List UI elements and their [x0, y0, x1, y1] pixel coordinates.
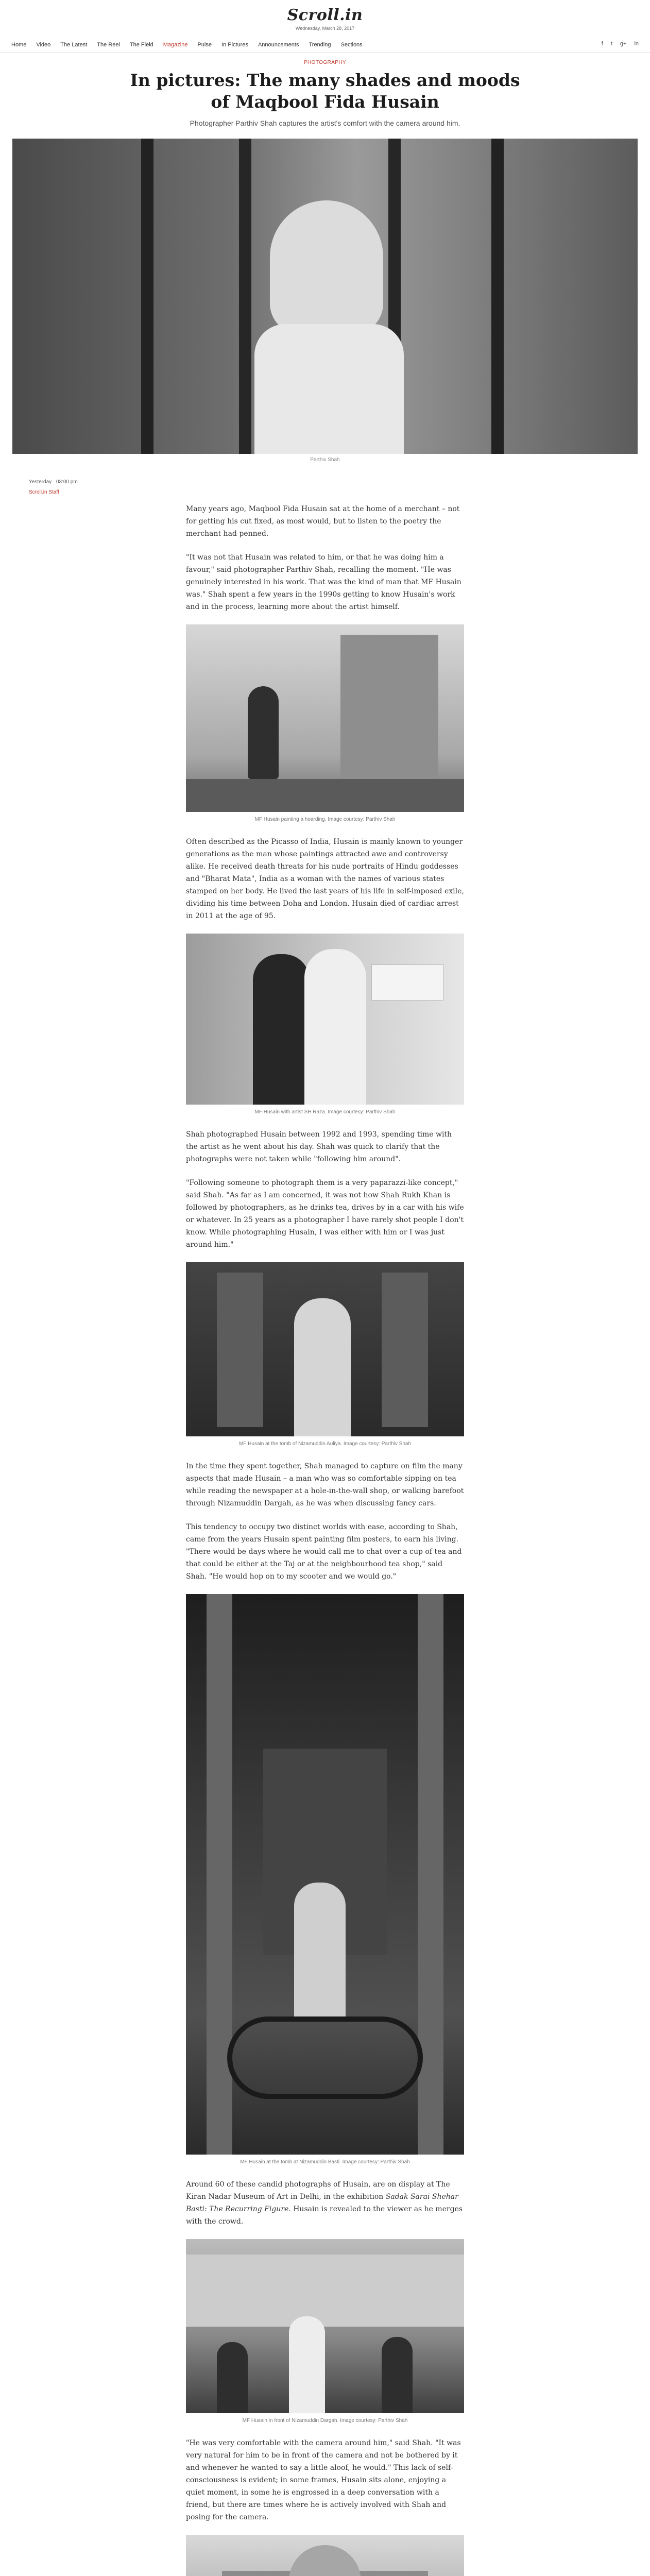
photo-caption: MF Husain at the tomb at Nizamuddin Basti. Image courtesy: Parthiv Shah [240, 2159, 410, 2165]
byline [29, 477, 650, 498]
social-links [602, 41, 639, 47]
figure [186, 934, 464, 1116]
nav-item-announcements[interactable]: Announcements [258, 41, 299, 48]
facebook-icon[interactable]: f [601, 41, 603, 47]
paragraph: "He was very comfortable with the camera around him," said Shah. "It was very natural for him to be in front of the camera and not be bothered by it and whenever he wanted to say a little aloof, he would." This lack of self-consciousness is evident; in some frames, Husain sits alone, enjoying a quiet moment, in some he is engrossed in a deep conversation with a friend, but there are times where he is actively involved with Shah and posing for the camera. [186, 2439, 461, 2521]
photo-caption: MF Husain painting a hoarding. Image courtesy: Parthiv Shah [254, 817, 396, 822]
site-header [0, 0, 650, 37]
paragraph: Often described as the Picasso of India, Husain is mainly known to younger generations as the man whose paintings attracted awe and controversy alike. He received death threats for his nude portraits of Hindu goddesses and "Bharat Mata", India as a woman with the names of various states stamped on her body. He lived the last years of his life in self-imposed exile, dividing his time between Doha and London. Husain died of cardiac arrest in 2011 at the age of 95. [186, 838, 464, 920]
main-nav [0, 37, 650, 53]
paragraph: Shah photographed Husain between 1992 and 1993, spending time with the artist as he went about his day. Shah was quick to clarify that the photographs were not taken while "following him around". [186, 1130, 452, 1163]
nav-item-sections[interactable]: Sections [340, 41, 363, 48]
paragraph: "Following someone to photograph them is a very paparazzi-like concept," said Shah. "As far as I am concerned, it was not how Shah Rukh Khan is followed by photographers, as he drinks tea, drives by in a car with his wife or whatever. In 25 years as a photographer I have rarely shot people I don't know. While photographing Husain, I was either with him or I was just around him." [186, 1179, 464, 1249]
figure [186, 2535, 464, 2576]
photo [186, 934, 464, 1105]
publish-date: Yesterday · 03:00 pm [29, 479, 78, 485]
article-headline: In pictures: The many shades and moods of Maqbool Fida Husain [130, 70, 520, 112]
twitter-icon[interactable]: t [610, 41, 612, 47]
figure [186, 624, 464, 823]
article-subhead: Photographer Parthiv Shah captures the artist's comfort with the camera around him. [190, 119, 460, 127]
article-body [186, 503, 464, 2576]
google-plus-icon[interactable]: g+ [620, 41, 627, 47]
paragraph: This tendency to occupy two distinct worlds with ease, according to Shah, came from the years Husain spent painting film posters, to earn his living. "There would be days where he would call me to chat over a cup of tea and that could be either at the Taj or at the neighbourhood tea shop," said Shah. "He would hop on to my scooter and we would go." [186, 1523, 462, 1581]
photo [186, 2535, 464, 2576]
exhibition-title: Sadak Sarai Shehar Basti: The Recurring Figure. [186, 2193, 458, 2213]
paragraph: In the time they spent together, Shah managed to capture on film the many aspects that made Husain – a man who was so comfortable sipping on tea while reading the newspaper at a hole-in-the-wall shop, or walking barefoot through Nizamuddin Dargah, as he was when discussing fancy cars. [186, 1462, 464, 1507]
hero-photo [12, 139, 638, 454]
linkedin-icon[interactable]: in [634, 41, 639, 47]
photo [186, 2239, 464, 2413]
site-logo[interactable]: Scroll.in [287, 6, 363, 24]
figure [186, 1262, 464, 1448]
nav-item-latest[interactable]: The Latest [60, 41, 88, 48]
hero-credit: Parthiv Shah [310, 457, 340, 463]
site-tagline: Wednesday, March 28, 2017 [295, 26, 355, 31]
paragraph: "It was not that Husain was related to him, or that he was doing him a favour," said photographer Parthiv Shah, recalling the moment. "He was genuinely interested in his work. That was the kind of man that MF Husain was." Shah spent a few years in the 1990s getting to know Husain's work and in the process, learning more about the artist himself. [186, 553, 461, 611]
paragraph [186, 2178, 464, 2228]
figure [186, 2239, 464, 2425]
nav-item-field[interactable]: The Field [129, 41, 153, 48]
nav-item-magazine[interactable]: Magazine [163, 41, 188, 48]
photo [186, 624, 464, 812]
paragraph-text: Husain is revealed to the viewer as he merges with the crowd. [186, 2205, 463, 2226]
nav-item-pulse[interactable]: Pulse [197, 41, 212, 48]
figure [186, 1594, 464, 2166]
author-link[interactable]: Scroll.in Staff [29, 489, 59, 495]
photo-caption: MF Husain with artist SH Raza. Image courtesy: Parthiv Shah [254, 1109, 396, 1115]
photo-caption: MF Husain in front of Nizamuddin Dargah. Image courtesy: Parthiv Shah [242, 2418, 408, 2424]
nav-item-in-pictures[interactable]: In Pictures [221, 41, 248, 48]
section-label[interactable]: PHOTOGRAPHY [303, 60, 346, 65]
photo [186, 1262, 464, 1436]
photo [186, 1594, 464, 2155]
nav-item-reel[interactable]: The Reel [97, 41, 120, 48]
photo-caption: MF Husain at the tomb of Nizamuddin Auliya. Image courtesy: Parthiv Shah [238, 1441, 412, 1447]
nav-item-trending[interactable]: Trending [309, 41, 331, 48]
nav-item-home[interactable]: Home [11, 41, 27, 48]
paragraph-text: Around 60 of these candid photographs of Husain, are on display at The Kiran Nadar Museum of Art in Delhi, in the exhibition [186, 2180, 450, 2201]
paragraph: Many years ago, Maqbool Fida Husain sat at the home of a merchant – not for getting his cut fixed, as most would, but to listen to the poetry the merchant had penned. [186, 505, 460, 538]
nav-item-video[interactable]: Video [36, 41, 51, 48]
